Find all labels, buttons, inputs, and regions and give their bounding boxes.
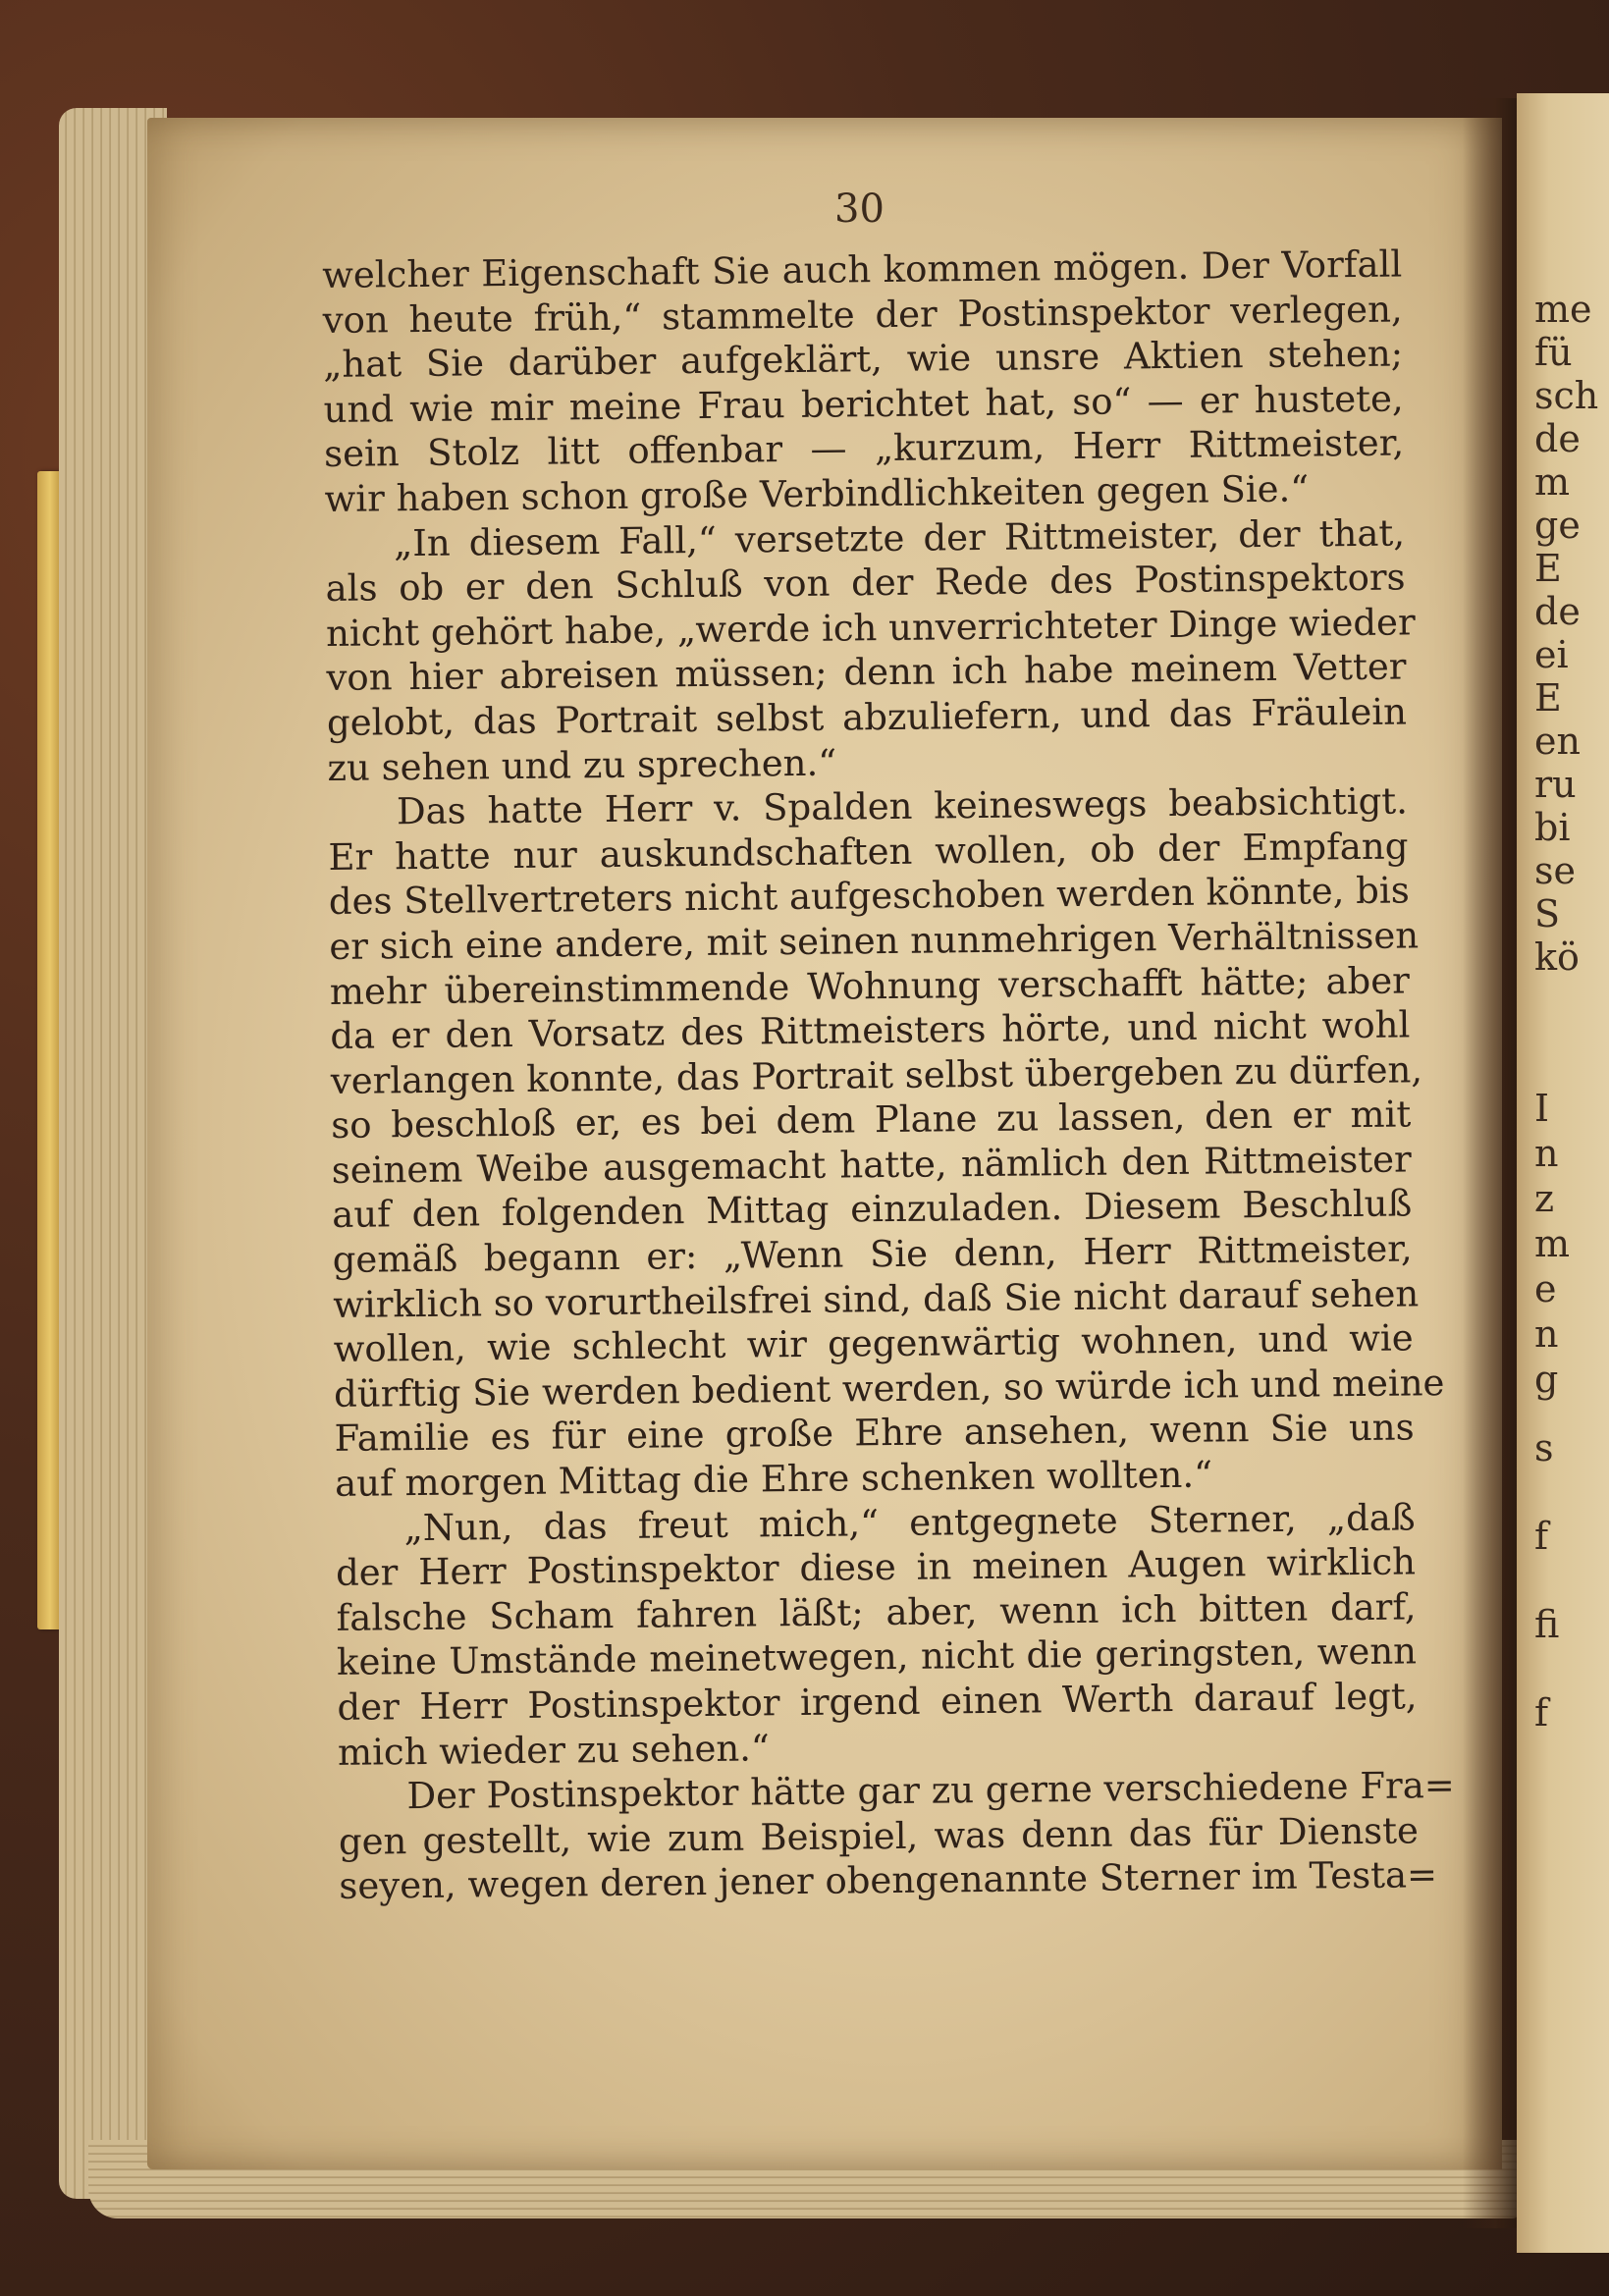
facing-text-fragment: de bbox=[1534, 590, 1581, 633]
facing-text-fragment: bi bbox=[1534, 806, 1571, 849]
facing-text-fragment: E bbox=[1534, 547, 1562, 590]
text-line: wirklich so vorurtheilsfrei sind, daß Sie nicht darauf sehen bbox=[332, 1272, 1420, 1326]
facing-text-fragment: I bbox=[1534, 1087, 1550, 1130]
facing-page bbox=[1517, 93, 1609, 2253]
text-line: auf morgen Mittag die Ehre schenken wollten.“ bbox=[334, 1453, 1213, 1505]
facing-text-fragment: e bbox=[1534, 1267, 1557, 1310]
text-line: des Stellvertreters nicht aufgeschoben werden könnte, bis bbox=[328, 869, 1410, 924]
text-line: Das hatte Herr v. Spalden keineswegs beabsichtigt. bbox=[396, 779, 1409, 833]
text-line: mich wieder zu sehen.“ bbox=[337, 1726, 771, 1774]
facing-text-fragment: z bbox=[1534, 1177, 1555, 1220]
facing-text-fragment: s bbox=[1534, 1426, 1554, 1469]
text-line: seinem Weibe ausgemacht hatte, nämlich den Rittmeister bbox=[331, 1138, 1412, 1192]
text-line: gen gestellt, wie zum Beispiel, was denn das für Dienste bbox=[338, 1809, 1420, 1863]
text-line: von hier abreisen müssen; denn ich habe meinem Vetter bbox=[326, 645, 1407, 700]
facing-text-fragment: m bbox=[1534, 1222, 1571, 1265]
book-gutter bbox=[1463, 98, 1522, 2228]
facing-text-fragment: ge bbox=[1534, 504, 1581, 547]
text-line: gemäß begann er: „Wenn Sie denn, Herr Rittmeister, bbox=[332, 1227, 1413, 1282]
text-line: der Herr Postinspektor irgend einen Werth darauf legt, bbox=[337, 1675, 1418, 1729]
text-line: wir haben schon große Verbindlichkeiten gegen Sie.“ bbox=[324, 467, 1310, 520]
page-text bbox=[322, 241, 1455, 1908]
text-line: zu sehen und zu sprechen.“ bbox=[327, 741, 837, 789]
facing-text-fragment: en bbox=[1534, 720, 1581, 763]
facing-text-fragment: m bbox=[1534, 460, 1571, 504]
text-line: da er den Vorsatz des Rittmeisters hörte, und nicht wohl bbox=[330, 1003, 1411, 1058]
facing-text-fragment: E bbox=[1534, 676, 1562, 720]
facing-text-fragment: de bbox=[1534, 417, 1581, 460]
text-line: welcher Eigenschaft Sie auch kommen mögen. Der Vorfall bbox=[322, 242, 1403, 296]
facing-text-fragment: kö bbox=[1534, 935, 1580, 979]
text-line: als ob er den Schluß von der Rede des Postinspektors bbox=[325, 556, 1406, 611]
text-line: nicht gehört habe, „werde ich unverrichteter Dinge wieder bbox=[325, 601, 1416, 655]
text-line: „Nun, das freut mich,“ entgegnete Sterner, „daß bbox=[403, 1496, 1416, 1549]
text-line: auf den folgenden Mittag einzuladen. Diesem Beschluß bbox=[332, 1182, 1413, 1237]
text-line: er sich eine andere, mit seinen nunmehrigen Verhältnissen bbox=[329, 914, 1420, 968]
text-line: sein Stolz litt offenbar — „kurzum, Herr Rittmeister, bbox=[323, 421, 1405, 476]
text-line: „In diesem Fall,“ versetzte der Rittmeister, der that, bbox=[393, 511, 1406, 564]
text-line: wollen, wie schlecht wir gegenwärtig wohnen, und wie bbox=[333, 1316, 1414, 1371]
text-line: dürftig Sie werden bedient werden, so würde ich und meine bbox=[333, 1361, 1445, 1415]
text-line: so beschloß er, es bei dem Plane zu lassen, den er mit bbox=[331, 1093, 1412, 1148]
facing-text-fragment: sch bbox=[1534, 374, 1599, 417]
facing-text-fragment: se bbox=[1534, 849, 1576, 892]
text-line: verlangen konnte, das Portrait selbst übergeben zu dürfen, bbox=[330, 1047, 1423, 1102]
facing-text-fragment: S bbox=[1534, 892, 1561, 935]
text-line: seyen, wegen deren jener obengenannte Sterner im Testa= bbox=[339, 1853, 1438, 1908]
facing-text-fragment: f bbox=[1534, 1515, 1549, 1558]
facing-text-fragment: ei bbox=[1534, 633, 1569, 676]
facing-text-fragment: fü bbox=[1534, 331, 1573, 374]
text-line: „hat Sie darüber aufgeklärt, wie unsre Aktien stehen; bbox=[322, 332, 1404, 387]
text-line: und wie mir meine Frau berichtet hat, so“ — er hustete, bbox=[323, 377, 1404, 431]
page-number: 30 bbox=[834, 187, 885, 232]
text-line: falsche Scham fahren läßt; aber, wenn ich bitten darf, bbox=[336, 1585, 1417, 1639]
text-line: mehr übereinstimmende Wohnung verschafft hätte; aber bbox=[329, 958, 1411, 1013]
text-line: von heute früh,“ stammelte der Postinspektor verlegen, bbox=[322, 288, 1403, 342]
facing-text-fragment: me bbox=[1534, 288, 1592, 331]
facing-text-fragment: g bbox=[1534, 1358, 1559, 1401]
facing-text-fragment: n bbox=[1534, 1312, 1559, 1356]
text-line: Der Postinspektor hätte gar zu gerne verschiedene Fra= bbox=[406, 1764, 1455, 1818]
text-line: gelobt, das Portrait selbst abzuliefern, und das Fräulein bbox=[326, 690, 1408, 744]
text-line: der Herr Postinspektor diese in meinen Augen wirklich bbox=[335, 1540, 1417, 1595]
facing-text-fragment: fi bbox=[1534, 1603, 1560, 1646]
text-line: Familie es für eine große Ehre ansehen, wenn Sie uns bbox=[334, 1406, 1415, 1461]
text-line: Er hatte nur auskundschaften wollen, ob der Empfang bbox=[328, 825, 1409, 879]
facing-text-fragment: f bbox=[1534, 1691, 1549, 1735]
facing-text-fragment: n bbox=[1534, 1132, 1559, 1175]
facing-text-fragment: ru bbox=[1534, 763, 1577, 806]
text-line: keine Umstände meinetwegen, nicht die geringsten, wenn bbox=[336, 1629, 1418, 1684]
